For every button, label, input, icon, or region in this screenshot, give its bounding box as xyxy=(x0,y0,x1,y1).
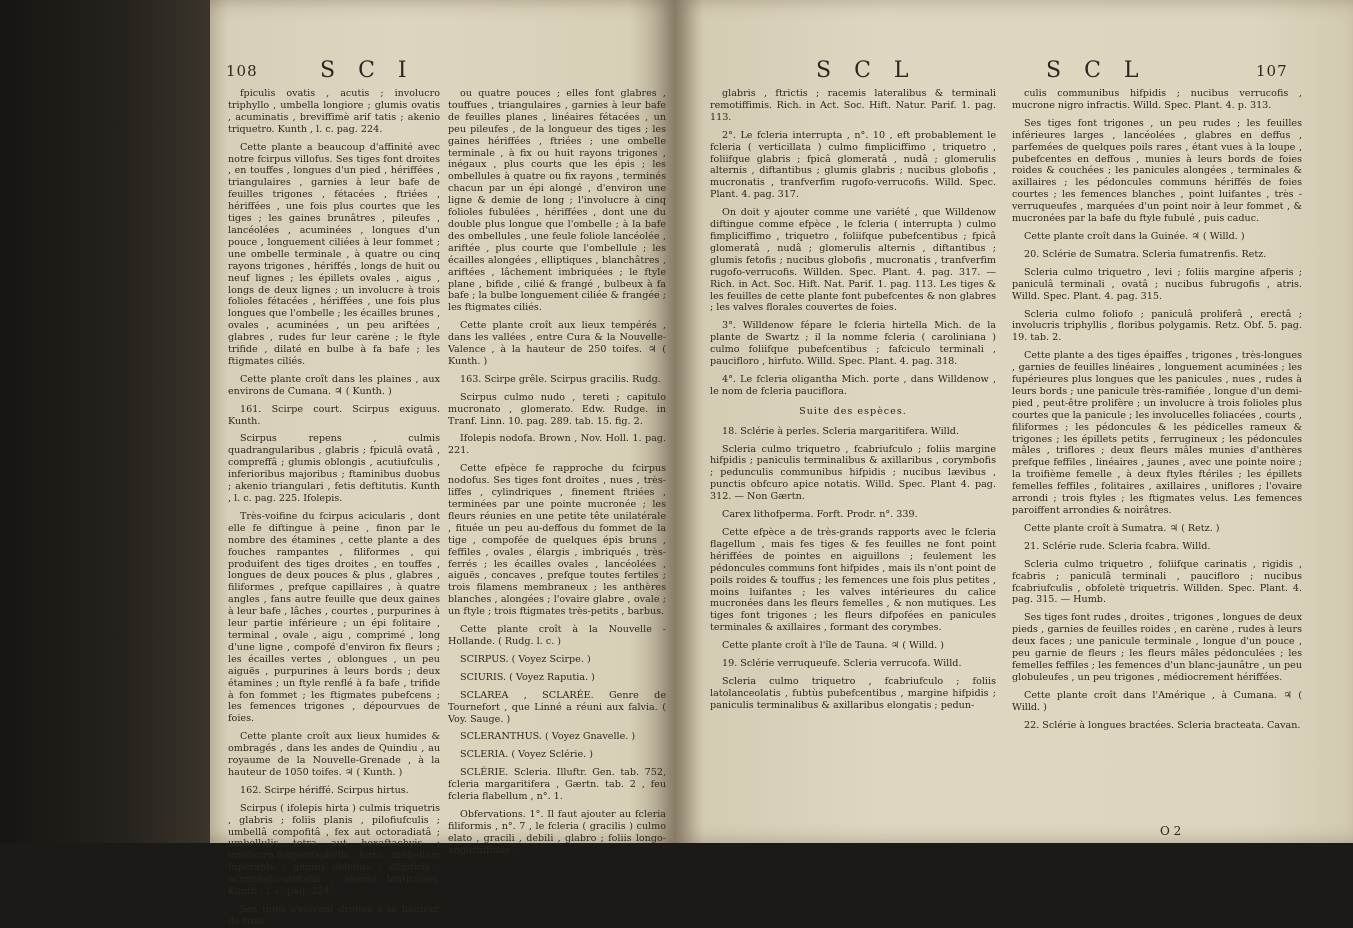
paragraph: SCLERANTHUS. ( Voyez Gnavelle. ) xyxy=(460,731,636,743)
paragraph: Cette plante croît à la Nouvelle - Hollande. ( Rudg. l. c. ) xyxy=(448,624,666,647)
paragraph: Cette plante croît à l'île de Tauna. ♃ ( Willd. ) xyxy=(722,640,944,652)
signature-mark: O 2 xyxy=(1160,824,1182,838)
paragraph: 19. Sclérie verruqueufe. Scleria verrucofa. Willd. xyxy=(722,658,962,670)
paragraph: Très-voifine du fcirpus acicularis , dont elle fe diftingue à peine , finon par le nombre des étamines , cette plante a des fouches rampantes , filiformes , qui produifent des tiges droites , en touffes , longues de deux pouces & plus , glabres , filiformes , prefque capillaires , à quatre angles , fans autre feuille que deux gaines à leur bafe , lâches , courtes , purpurines à leur partie inférieure ; un épi folitaire , terminal , ovale , aigu , comprimé , long d'une ligne , compofé d'environ fix fleurs ; les écailles vertes , oblongues , un peu aiguës , purpurines à leurs bords ; deux étamines ; un ftyle renflé à fa bafe , trifide à fon fommet ; les ftigmates pubefcens ; les femences trigones , dépourvues de foies. xyxy=(228,510,440,725)
page-number: 107 xyxy=(1256,62,1288,80)
paragraph: Ifolepis nodofa. Brown , Nov. Holl. 1. pag. 221. xyxy=(448,433,666,457)
paragraph: Scirpus ( ifolepis hirta ) culmis triquetris , glabris ; foliis planis , pilofiufculis ; umbellâ compofitâ , fex aut octoradiatâ ; umbellulis tetra aut hexaftachyis ; involucro fubpentaphyllo , hirto , umbellam fuperante ; glumis oblongo - ellipticis , acuminato-ariftatis ; akenio lenticulari. Kunth , l. c. pag. 224. xyxy=(228,802,440,898)
paragraph: Scleria culmo triquetro , fcabriufculo ; foliis margine hifpidis ; paniculis terminalibus & axillaribus , corymbofis ; pedunculis communibus hifpidis ; nucibus lævibus , punctis obfcuro apice notatis. Willd. Spec. Plant 4. pag. 312. — Non Gærtn. xyxy=(710,443,996,503)
paragraph: 20. Sclérie de Sumatra. Scleria fumatrenfis. Retz. xyxy=(1024,248,1267,260)
paragraph: Ses tiges s'élèvent droites à la hauteur de trois xyxy=(228,904,440,927)
book-edge-shadow xyxy=(0,0,210,843)
paragraph: SCLAREA , SCLARÉE. Genre de Tournefort , que Linné a réuni aux falvia. ( Voy. Sauge. ) xyxy=(448,689,666,725)
text-column-2 xyxy=(448,88,666,856)
paragraph: culis communibus hifpidis ; nucibus verrucofis , mucrone nigro infractis. Willd. Spec. Plant. 4. p. 313. xyxy=(1012,88,1302,111)
paragraph: glabris , ftrictis ; racemis lateralibus & terminali remotiffimis. Rich. in Act. Soc. Hift. Natur. Parif. 1. pag. 113. xyxy=(710,88,996,123)
paragraph: Ses tiges font rudes , droites , trigones , longues de deux pieds , garnies de feuilles roides , en carène , rudes à leurs deux faces ; une panicule terminale , longue d'un pouce , peu garnie de fleurs ; les fleurs mâles pédonculées ; les femelles feffiles ; les femences d'un blanc-jaunâtre , un peu globuleufes , un peu trigones , médiocrement hériffées. xyxy=(1012,612,1302,683)
paragraph: 163. Scirpe grêle. Scirpus gracilis. Rudg. xyxy=(460,373,661,385)
paragraph: Scleria culmo triquetro , fcabriufculo ; foliis latolanceolatis , fubtùs pubefcentibus , margine hifpidis ; paniculis terminalibus & axillaribus elongatis ; pedun- xyxy=(710,675,996,711)
paragraph: Cette plante croît aux lieux tempérés , dans les vallées , entre Cura & la Nouvelle-Valence , à la hauteur de 250 toifes. ♃ ( Kunth. ) xyxy=(448,320,666,367)
paragraph: Cette plante a beaucoup d'affinité avec notre fcirpus villofus. Ses tiges font droites , en touffes , longues d'un pied , hériffées , triangulaires , garnies à leur bafe de feuilles trigones , fétacées , ftriées , hériffées , une fois plus courtes que les tiges ; les gaines brunâtres , pileufes , lancéolées , acuminées , longues d'un pouce , longuement ciliées à leur fommet ; une ombelle terminale , à quatre ou cinq rayons trigones , hériffés , longs de huit ou neuf lignes ; les épillets ovales , aigus , longs de deux lignes ; un involucre à trois folioles fétacées , hériffées , une fois plus longues que l'ombelle ; les écailles brunes , ovales , acuminées , un peu ariftées , glabres , rudes fur leur carène ; le ftyle trifide , dilaté en bulbe à fa bafe ; les ftigmates ciliés. xyxy=(228,141,440,367)
paragraph: 161. Scirpe court. Scirpus exiguus. Kunth. xyxy=(228,403,440,427)
paragraph: 3°. Willdenow fépare le fcleria hirtella Mich. de la plante de Swartz ; il la nomme fcleria ( caroliniana ) culmo foliifque pubefcentibus ; fafciculo terminali , paucifloro , hirfuto. Willd. Spec. Plant. 4. pag. 318. xyxy=(710,320,996,368)
paragraph: Suite des espèces. xyxy=(799,405,907,417)
paragraph: 162. Scirpe hériffé. Scirpus hirtus. xyxy=(240,784,409,796)
paragraph: SCLÉRIE. Scleria. Illuftr. Gen. tab. 752, fcleria margaritifera , Gærtn. tab. 2 , feu fcleria flabellum , n°. 1. xyxy=(448,767,666,803)
paragraph: Obfervations. 1°. Il faut ajouter au fcleria filiformis , n°. 7 , le fcleria ( gracilis ) culmo elato , gracili , debili , glabro ; foliis longo-anguftiffimis , xyxy=(448,808,666,856)
paragraph: SCIRPUS. ( Voyez Scirpe. ) xyxy=(460,653,591,665)
paragraph: ou quatre pouces ; elles font glabres , touffues , triangulaires , garnies à leur bafe de feuilles planes , linéaires fétacées , un peu pileufes , de la longueur des tiges ; les gaines hériffées , ftriées ; une ombelle terminale , à fix ou huit rayons trigones , inégaux , plus courts que les épis ; les ombellules à quatre ou fix rayons , terminés chacun par un épi alongé , d'environ une ligne & demie de long ; l'involucre à cinq folioles fubulées , hériffées , dont une du double plus longue que l'ombelle ; à la bafe des ombellules , une feule foliole lancéolée , ariftée , plus courte que l'ombellule ; les écailles alongées , elliptiques , blanchâtres , ariftées , lâchement imbriquées ; le ftyle plane , bifide , cilié & frangé , bulbeux à fa bafe ; la bulbe longuement ciliée & frangée ; les ftigmates ciliés. xyxy=(448,88,666,314)
paragraph: fpiculis ovatis , acutis ; involucro triphyllo , umbella longiore ; glumis ovatis , acuminatis , breviffimè arif tatis ; akenio triquetro. Kunth , l. c. pag. 224. xyxy=(228,88,440,135)
paragraph: Cette plante croît dans l'Amérique , à Cumana. ♃ ( Willd. ) xyxy=(1012,689,1302,713)
paragraph: Carex lithofperma. Forft. Prodr. n°. 339. xyxy=(722,509,918,521)
running-head-repeat: S C L xyxy=(1046,58,1147,83)
text-column-2 xyxy=(1012,88,1302,823)
paragraph: Scleria culmo triquetro , foliifque carinatis , rigidis , fcabris ; paniculâ terminali , paucifloro ; nucibus fcabriufculis , obfoletè triquetris. Willden. Spec. Plant. 4. pag. 315. — Humb. xyxy=(1012,558,1302,606)
paragraph: Cette plante a des tiges épaiffes , trigones , très-longues , garnies de feuilles linéaires , longuement acuminées ; les fupérieures plus longues que les panicules , nues , rudes à leurs bords ; une panicule très-ramifiée , longue d'un demi-pied , peut-être prolifère ; un involucre à trois folioles plus courtes que la panicule ; les involucelles foliacées , courts , filiformes ; les pédoncules & les pédicelles rameux & trigones ; les épillets petits , ferrugineux ; les pédoncules mâles , triflores ; deux fleurs mâles munies d'anthères prefque feffiles , linéaires , jaunes , avec une pointe noire ; la troifième femelle , à deux ftyles ftériles ; les épillets femelles feffiles , folitaires , axillaires , uniflores ; l'ovaire arrondi ; trois ftyles ; les ftigmates velus. Les femences paroiffent arrondies & noirâtres. xyxy=(1012,350,1302,516)
paragraph: 22. Sclérie à longues bractées. Scleria bracteata. Cavan. xyxy=(1024,719,1301,731)
paragraph: Scirpus culmo nudo , tereti ; capitulo mucronato , glomerato. Edw. Rudge. in Tranf. Linn. 10. pag. 289. tab. 15. fig. 2. xyxy=(448,391,666,427)
right-page xyxy=(676,0,1353,843)
running-head: S C L xyxy=(816,58,917,83)
left-page xyxy=(210,0,676,927)
paragraph: On doit y ajouter comme une variété , que Willdenow diftingue comme efpèce , le fcleria ( interrupta ) culmo fimpliciffimo , triquetro , foliifque pubefcentibus ; fpicâ glomeratâ , nudâ ; glomerulis alternis , diftantibus ; glumis fetofis ; nucibus globofis , mucronatis , tranfverfim rugofo-verrucofis. Willden. Spec. Plant. 4. pag. 317. — Rich. in Act. Soc. Hift. Nat. Parif. 1. pag. 113. Les tiges & les feuilles de cette plante font pubefcentes & non glabres ; les valves florales couvertes de foies. xyxy=(710,207,996,314)
paragraph: Cette plante croît aux lieux humides & ombragés , dans les andes de Quindiu , au royaume de la Nouvelle-Grenade , à la hauteur de 1050 toifes. ♃ ( Kunth. ) xyxy=(228,731,440,778)
paragraph: Cette plante croît dans la Guinée. ♃ ( Willd. ) xyxy=(1024,230,1245,242)
paragraph: Cette plante croît dans les plaines , aux environs de Cumana. ♃ ( Kunth. ) xyxy=(228,373,440,397)
page-number: 108 xyxy=(226,62,258,80)
paragraph: 2°. Le fcleria interrupta , n°. 10 , eft probablement le fcleria ( verticillata ) culmo fimpliciffimo , triquetro , foliifque glabris ; fpicâ glomeratâ , nudâ ; glomerulis alternis , diftantibus ; glumis glabris ; nucibus globofis , mucronatis , tranfverfim rugofo-verrucofis. Willd. Spec. Plant. 4. pag. 317. xyxy=(710,129,996,201)
paragraph: SCIURIS. ( Voyez Raputia. ) xyxy=(460,671,595,683)
paragraph: 4°. Le fcleria oligantha Mich. porte , dans Willdenow , le nom de fcleria pauciflora. xyxy=(710,373,996,397)
paragraph: Scleria culmo foliofo ; paniculâ proliferâ , erectâ ; involucris triphyllis , floribus polygamis. Retz. Obf. 5. pag. 19. tab. 2. xyxy=(1012,308,1302,344)
paragraph: 18. Sclérie à perles. Scleria margaritifera. Willd. xyxy=(722,425,960,437)
paragraph: Cette plante croît à Sumatra. ♃ ( Retz. ) xyxy=(1024,522,1220,534)
paragraph: SCLERIA. ( Voyez Sclérie. ) xyxy=(460,749,594,761)
paragraph: Scirpus repens , culmis quadrangularibus , glabris ; fpiculâ ovatâ , compreffâ ; glumis oblongis , acutiufculis , inferioribus majoribus ; ftaminibus duobus ; akenio triangulari , fetis deftitutis. Kunth , l. c. pag. 225. Ifolepis. xyxy=(228,433,440,504)
paragraph: Ses tiges font trigones , un peu rudes ; les feuilles inférieures larges , lancéolées , glabres en deffus , parfemées de quelques poils rares , étant vues à la loupe , pubefcentes en deffous , munies à leurs bords de foies roides & couchées ; les panicules alongées , terminales & axillaires ; les pédoncules communs hériffés de foies courtes ; les femences blanches , point luifantes , très - verruqueufes , marquées d'un point noir à leur fommet , & mucronées par la bafe du ftyle fubulé , puis caduc. xyxy=(1012,117,1302,225)
paragraph: 21. Sclérie rude. Scleria fcabra. Willd. xyxy=(1024,540,1211,552)
running-head: S C I xyxy=(320,58,415,83)
text-column-1 xyxy=(228,88,440,927)
paragraph: Scleria culmo triquetro , levi ; foliis margine afperis ; paniculâ terminali , ovatâ ; nucibus fubrugofis , atris. Willd. Spec. Plant. 4. pag. 315. xyxy=(1012,266,1302,302)
paragraph: Cette efpèce fe rapproche du fcirpus nodofus. Ses tiges font droites , nues , très-liffes , cylindriques , finement ftriées , terminées par une pointe mucronée ; les fleurs réunies en une petite tête unilatérale , fituée un peu au-deffous du fommet de la tige , compofée de quelques épis bruns , feffiles , ovales , élargis , imbriqués , très-ferrés ; les écailles ovales , lancéolées , aiguës , concaves , prefque toutes fertiles ; trois filamens membraneux ; les anthères blanches , alongées ; l'ovaire glabre , ovale ; un ftyle ; trois ftigmates très-petits , barbus. xyxy=(448,463,666,618)
paragraph: Cette efpèce a de très-grands rapports avec le fcleria flagellum , mais fes tiges & fes feuilles ne font point hériffées de pointes en aiguillons ; feulement les pédoncules communs font hifpides , mais ils n'ont point de poils roides & touffus ; les femences une fois plus petites , moins luifantes ; les valves intérieures du calice mucronées dans les fleurs femelles , & non mutiques. Les tiges font trigones ; les fleurs difpofées en panicules terminales & axillaires , formant des corymbes. xyxy=(710,527,996,634)
text-column-1 xyxy=(710,88,996,823)
